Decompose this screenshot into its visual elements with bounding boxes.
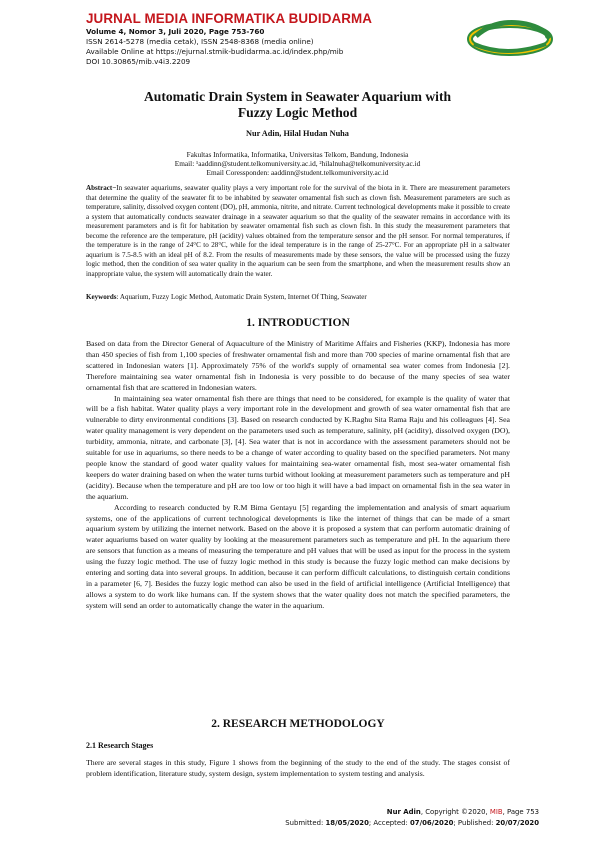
title-line: Automatic Drain System in Seawater Aquarium with [143,89,452,104]
abstract-label: Abstract− [86,184,117,192]
mib-journal-logo [466,14,554,60]
footer-mib: MIB [489,808,503,816]
issn-info: ISSN 2614-5278 (media cetak), ISSN 2548-8368 (media online) [86,37,314,46]
keywords-label: Keywords [86,293,117,301]
published-date: 20/07/2020 [495,818,539,827]
submitted-label: Submitted: [285,818,326,827]
volume-info: Volume 4, Nomor 3, Juli 2020, Page 753-760 [86,27,265,36]
introduction-body [86,339,510,612]
journal-header [86,11,486,67]
abstract [86,184,510,279]
subsection-heading: 2.1 Research Stages [86,741,154,750]
paragraph: According to research conducted by R.M Bima Gentayu [5] regarding the implementation and analysis of smart aquarium systems, one of the applications of current technological developments is like the internet of things that can be made of a smart aquarium system by utilizing the internet network. Based on the above it is proposed a system that can perform automatic draining of water aquariums based on water quality by looking at the measurement parameters such as temperature and pH. In the aquarium there are sensors that function as a means of measuring the temperature and pH values that will be used as input for the process in the system using the fuzzy logic method. The use of fuzzy logic method in this study is because the fuzzy logic method can make decisions by entering and sorting data into several groups. In addition, because it can perform difficult calculations, to distinguish certain conditions in a parameter [6, 7]. Besides the fuzzy logic method can also be used in the field of artificial intelligence (Artificial Intelligence) that allows a system to do work like humans can. If the system shows that the water quality does not match the specified parameters, the system will send an order to automatically change the water in the aquarium. [86,502,510,610]
authors: Nur Adin, Hilal Hudan Nuha [246,129,349,138]
section-heading-introduction: 1. INTRODUCTION [246,317,350,329]
footer-page: , Page 753 [502,808,539,816]
keywords-text: : Aquarium, Fuzzy Logic Method, Automatic Drain System, Internet Of Thing, Seawater [116,293,367,301]
affiliation [86,150,509,178]
journal-name: JURNAL MEDIA INFORMATIKA BUDIDARMA [86,11,373,26]
footer-dates [200,818,539,829]
submitted-date: 18/05/2020 [325,818,369,827]
methodology-body [86,758,510,780]
paper-title [86,89,509,121]
keywords [86,293,510,303]
section-heading-methodology: 2. RESEARCH METHODOLOGY [211,718,385,730]
accepted-date: 07/06/2020 [410,818,454,827]
corresponding-email: Email Coressponden: aaddinn@student.telkomuniversity.ac.id [206,168,389,178]
footer-copyright [200,807,539,818]
abstract-text: In seawater aquariums, seawater quality plays a very important role for the survival of the biota in it. There are measurement parameters that determine the quality of the seawater fit to be inhabited by seawater ornamental fish such as clown fish. Measurement parameters are such as temperature, salinity, dissolved oxygen content (DO), pH, ammonia, nitrite, and nitrate. Current technological developments make it possible to create a system that automatically conducts seawater drainage in a seawater aquarium so that the quality of the seawater remains in accordance with its measurement parameters and is fit for habitation by seawater ornamental fish such as clown fish. In this study the measurement parameters that become the reference are the temperature, pH (acidity) values obtained from the temperature sensor and the pH sensor. For normal temperatures, if the temperature is in the range of 24°C to 28°C, while for the ideal temperature is in the range of 25-27°C. For an appropriate pH in a saltwater aquarium is 7.5-8.5 with an ideal pH of 8.2. From the results of measurements made by these sensors, the value will be processed using the fuzzy logic method, then the condition of sea water quality in the aquarium can be seen from the smartphone, and when the measurement results show an inappropriate value, the system will automatically drain the water. [86,184,510,278]
doi[interactable]: DOI 10.30865/mib.v4i3.2209 [86,57,191,66]
available-online[interactable]: Available Online at https://ejurnal.stmik-budidarma.ac.id/index.php/mib [86,47,344,56]
email-line: Email: ¹aaddinn@student.telkomuniversity.ac.id, ²hilalnuha@telkomuniversity.ac.id [174,159,421,169]
paragraph: There are several stages in this study, Figure 1 shows from the beginning of the study to the end of the study. The stages consist of problem identification, literature study, system design, system implementation to system testing and analysis. [86,758,510,778]
title-line: Fuzzy Logic Method [237,105,358,120]
page-footer [200,807,539,828]
published-label: ; Published: [453,818,496,827]
footer-copyright-text: , Copyright ©2020, [420,808,490,816]
affiliation-line: Fakultas Informatika, Informatika, Universitas Telkom, Bandung, Indonesia [186,150,409,159]
paragraph: In maintaining sea water ornamental fish there are things that need to be considered, for example is the quality of water that will be a fish habitat. Water quality plays a very important role in the development and growth of sea water ornamental fish that are vulnerable to dirty environmental conditions [3]. Based on research conducted by K.Raghu Sita Rama Raju and his colleagues [4]. Sea water quality management is very dependent on the parameters used such as temperature, salinity, pH (acidity), dissolved oxygen (DO), turbidity, ammonia, nitrate, and carbonate [3], [4]. Sea water that is not in accordance with the assessment parameters should not be suitable for use in aquariums, so there needs to be a change of water according to quality based on the specified parameters. Not many people know the standard of good water quality values for maintaining sea-water ornamental fish, most sea-water ornamental fish keepers do water draining based on when the water turns turbid without looking at measurement parameters such as temperature and pH (acidity). Because when the temperature and pH are too low or too high it will have a bad impact on ornamental fish in the sea water in the aquarium. [86,393,510,501]
accepted-label: ; Accepted: [368,818,411,827]
footer-author: Nur Adin [386,808,421,816]
paragraph: Based on data from the Director General of Aquaculture of the Ministry of Maritime Affairs and Fisheries (KKP), Indonesia has more than 450 species of fish from 1,100 species of freshwater ornamental fish and more than 700 species of marine ornamental fish that are scattered in Indonesian waters [1]. Approximately 75% of the world's supply of ornamental sea water comes from Indonesia [2]. Therefore maintaining sea water ornamental fish in Indonesia is very possible to do because of the many species of sea water ornamental fish that are scattered in Indonesian waters. [86,339,510,392]
